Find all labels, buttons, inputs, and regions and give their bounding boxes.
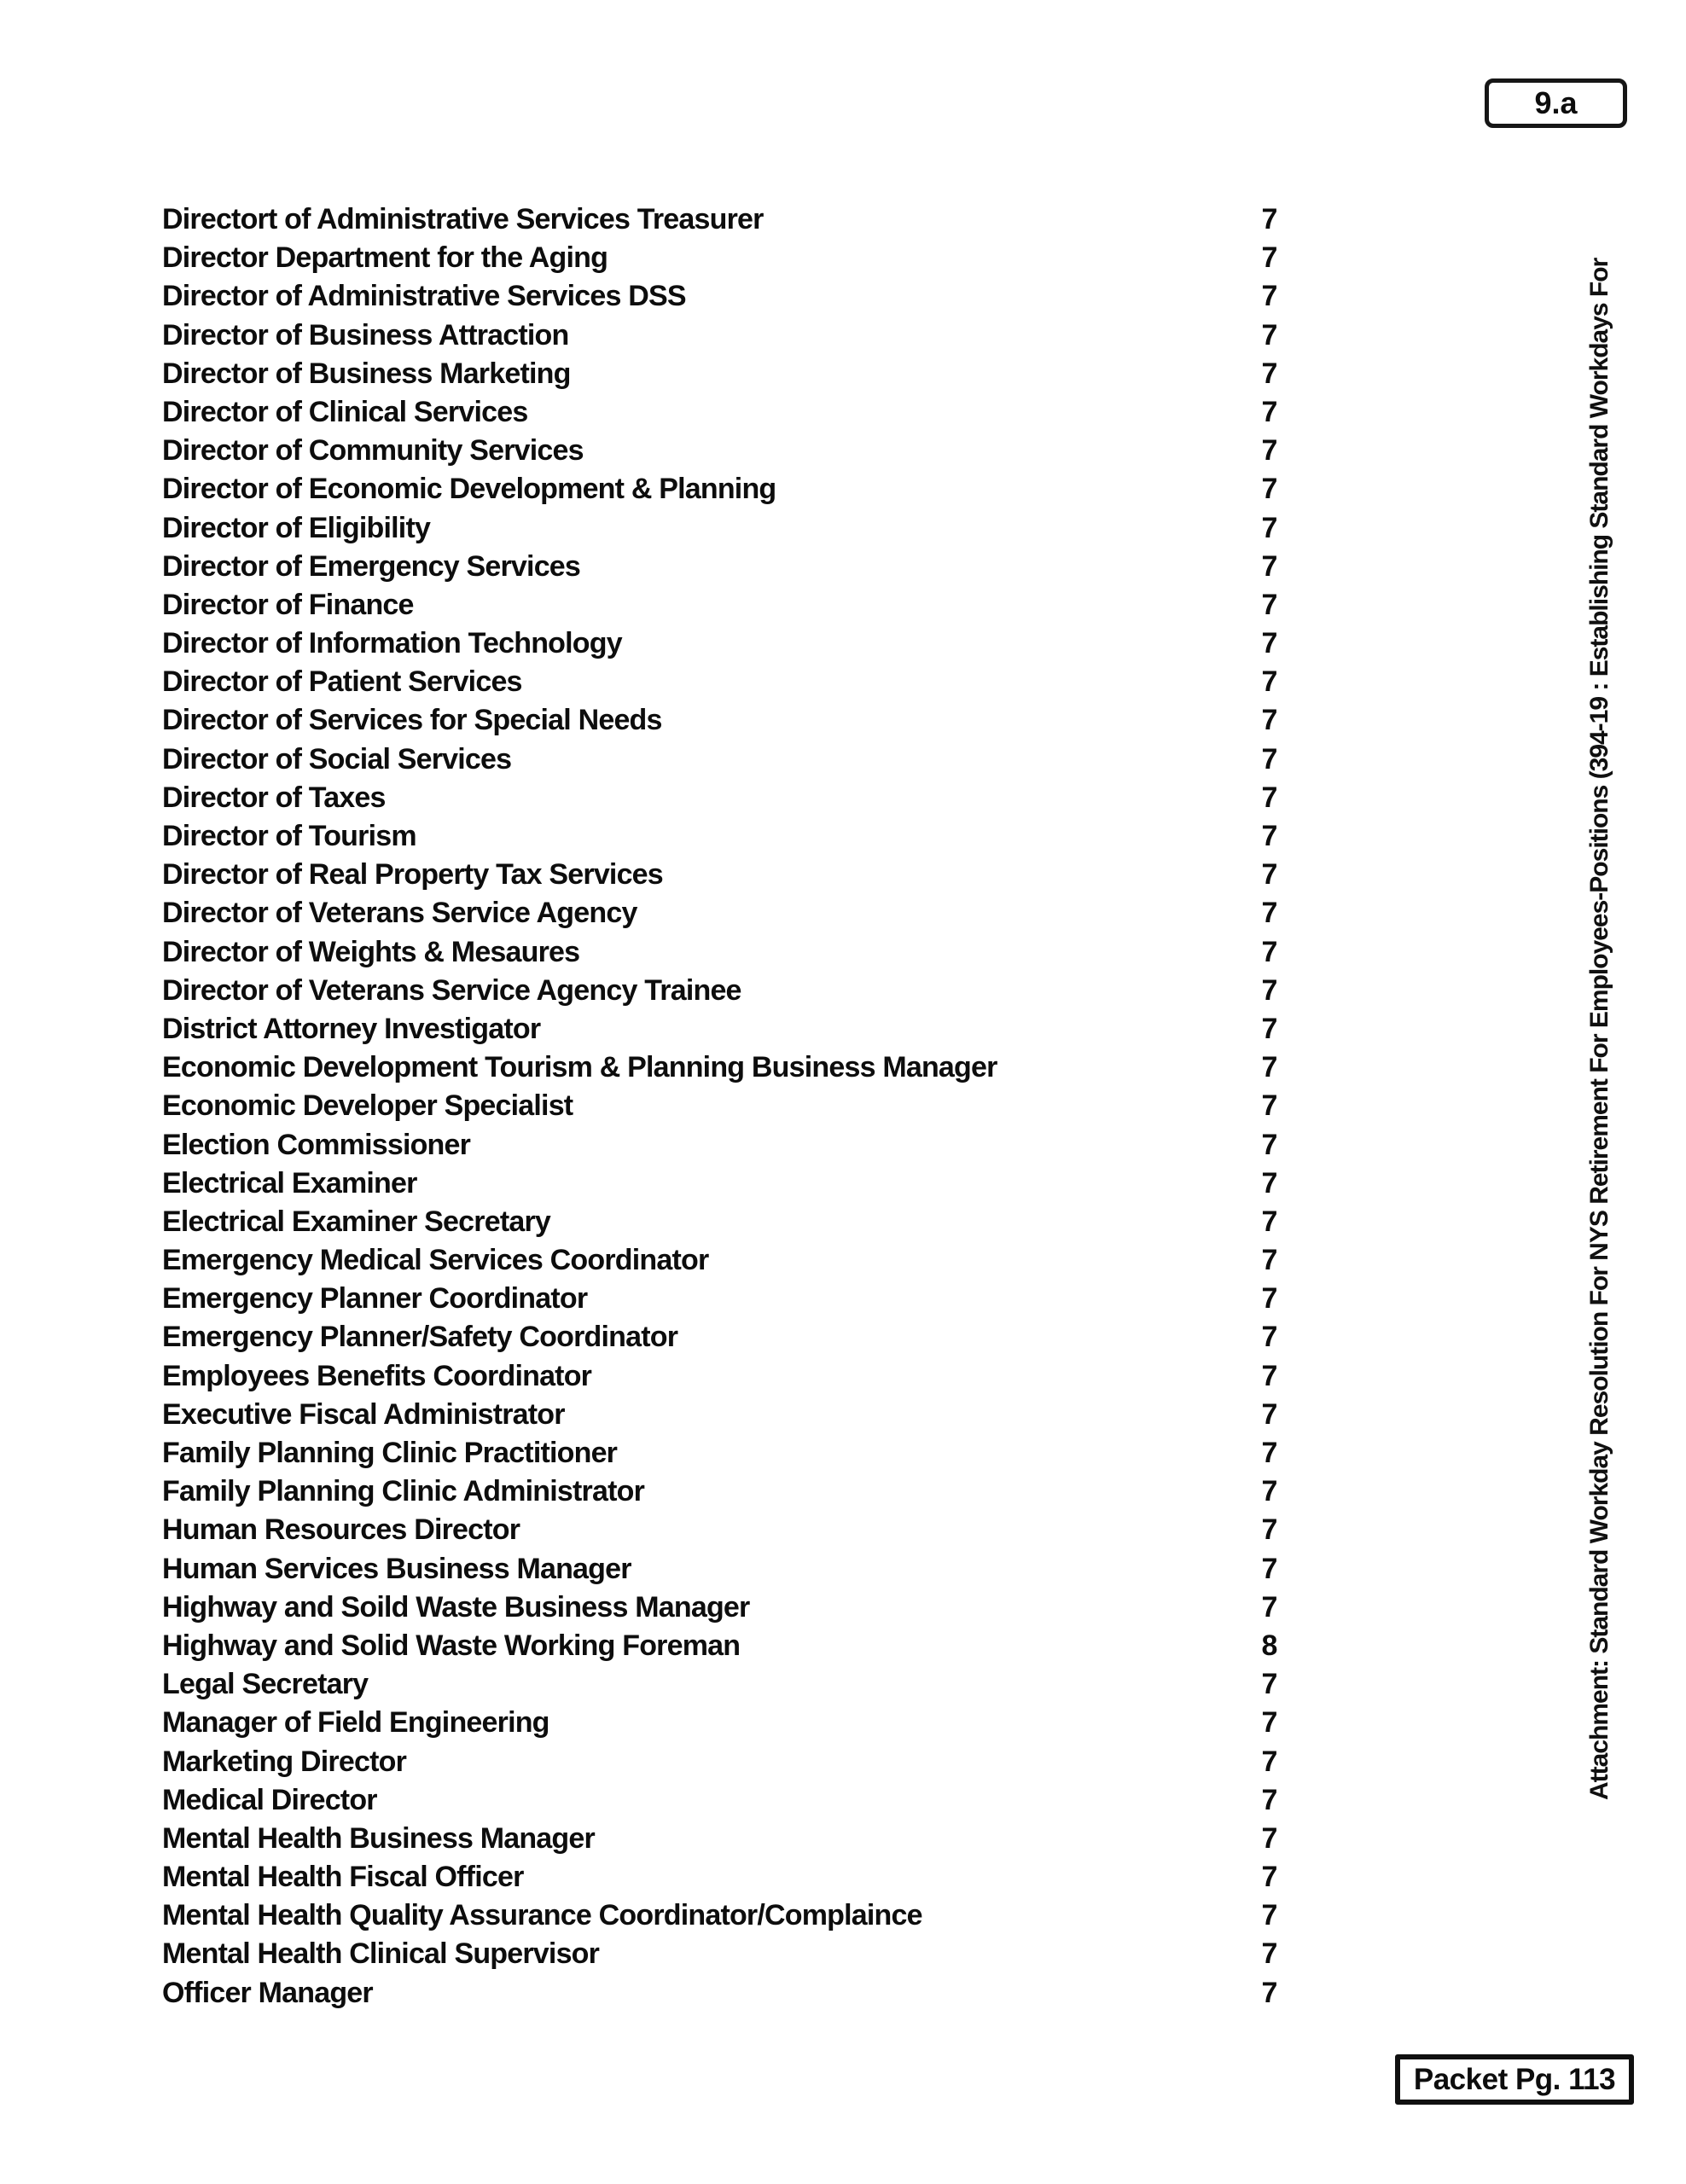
position-row bbox=[0, 624, 1686, 663]
workdays-value: 7 bbox=[1261, 1321, 1278, 1354]
position-row bbox=[0, 663, 1686, 701]
position-row bbox=[0, 856, 1686, 894]
workdays-value: 7 bbox=[1261, 511, 1278, 544]
position-title: Director of Economic Development & Planning bbox=[162, 473, 776, 506]
packet-page-badge bbox=[1395, 2054, 1634, 2105]
position-row bbox=[0, 1665, 1686, 1704]
workdays-value: 7 bbox=[1261, 742, 1278, 775]
position-row bbox=[0, 1318, 1686, 1356]
workdays-value: 7 bbox=[1261, 1976, 1278, 2009]
workdays-value: 7 bbox=[1261, 473, 1278, 506]
position-row bbox=[0, 1896, 1686, 1935]
position-row bbox=[0, 1743, 1686, 1781]
workdays-value: 7 bbox=[1261, 588, 1278, 621]
position-row bbox=[0, 277, 1686, 316]
position-title: Director of Emergency Services bbox=[162, 549, 581, 583]
position-row bbox=[0, 200, 1686, 239]
position-row bbox=[0, 1820, 1686, 1858]
workdays-value: 7 bbox=[1261, 820, 1278, 852]
position-row bbox=[0, 1511, 1686, 1549]
position-row bbox=[0, 393, 1686, 432]
attachment-sidebar-caption: Attachment: Standard Workday Resolution For NYS Retirement For Employees-Positions (394-19 : Establishing Standard Workdays For bbox=[1585, 258, 1613, 1800]
position-title: Highway and Soild Waste Business Manager bbox=[162, 1590, 750, 1623]
workdays-value: 7 bbox=[1261, 1513, 1278, 1547]
position-title: Director of Services for Special Needs bbox=[162, 704, 662, 737]
position-row bbox=[0, 509, 1686, 548]
position-row bbox=[0, 1781, 1686, 1820]
workdays-value: 7 bbox=[1261, 1437, 1278, 1469]
position-title: Marketing Director bbox=[162, 1745, 407, 1778]
workdays-value: 7 bbox=[1261, 203, 1278, 235]
position-row bbox=[0, 1974, 1686, 2013]
agenda-item-label: 9.a bbox=[1534, 85, 1578, 120]
position-title: Economic Developer Specialist bbox=[162, 1089, 573, 1123]
position-title: Electrical Examiner bbox=[162, 1166, 417, 1199]
position-title: Legal Secretary bbox=[162, 1668, 369, 1701]
position-title: District Attorney Investigator bbox=[162, 1012, 541, 1045]
workdays-value: 7 bbox=[1261, 280, 1278, 313]
workdays-value: 7 bbox=[1261, 434, 1278, 468]
position-row bbox=[0, 1434, 1686, 1472]
workdays-value: 7 bbox=[1261, 1937, 1278, 1971]
position-title: Manager of Field Engineering bbox=[162, 1706, 549, 1740]
workdays-value: 7 bbox=[1261, 704, 1278, 737]
position-row bbox=[0, 741, 1686, 779]
position-title: Director of Real Property Tax Services bbox=[162, 858, 663, 892]
workdays-value: 7 bbox=[1261, 627, 1278, 660]
position-title: Medical Director bbox=[162, 1783, 377, 1816]
position-row bbox=[0, 1048, 1686, 1087]
position-row bbox=[0, 1858, 1686, 1896]
workdays-value: 7 bbox=[1261, 1128, 1278, 1161]
position-title: Human Resources Director bbox=[162, 1513, 520, 1547]
position-title: Director of Business Attraction bbox=[162, 318, 569, 351]
position-row bbox=[0, 1550, 1686, 1589]
position-row bbox=[0, 894, 1686, 932]
workdays-value: 7 bbox=[1261, 1051, 1278, 1084]
position-title: Mental Health Business Manager bbox=[162, 1821, 595, 1855]
position-title: Director of Veterans Service Agency bbox=[162, 897, 637, 930]
position-title: Director of Administrative Services DSS bbox=[162, 280, 686, 313]
position-title: Director of Community Services bbox=[162, 434, 584, 468]
position-row bbox=[0, 779, 1686, 817]
position-row bbox=[0, 1241, 1686, 1280]
position-row bbox=[0, 317, 1686, 355]
workdays-value: 7 bbox=[1261, 1899, 1278, 1932]
workdays-value: 7 bbox=[1261, 1475, 1278, 1508]
position-title: Human Services Business Manager bbox=[162, 1552, 631, 1585]
position-title: Director of Clinical Services bbox=[162, 395, 528, 428]
position-title: Electrical Examiner Secretary bbox=[162, 1205, 550, 1238]
position-row bbox=[0, 1704, 1686, 1742]
position-row bbox=[0, 1627, 1686, 1665]
position-title: Mental Health Quality Assurance Coordinator/Complaince bbox=[162, 1899, 922, 1932]
position-title: Director of Weights & Mesaures bbox=[162, 935, 580, 968]
position-title: Emergency Medical Services Coordinator bbox=[162, 1244, 709, 1277]
position-row bbox=[0, 701, 1686, 740]
position-title: Director of Information Technology bbox=[162, 627, 622, 660]
workdays-value: 7 bbox=[1261, 1166, 1278, 1199]
position-title: Family Planning Clinic Practitioner bbox=[162, 1437, 618, 1469]
position-title: Economic Development Tourism & Planning Business Manager bbox=[162, 1051, 997, 1084]
position-title: Emergency Planner Coordinator bbox=[162, 1282, 588, 1316]
position-title: Family Planning Clinic Administrator bbox=[162, 1475, 645, 1508]
position-row bbox=[0, 1396, 1686, 1434]
position-row bbox=[0, 1165, 1686, 1203]
position-title: Director of Veterans Service Agency Trainee bbox=[162, 973, 741, 1007]
workdays-value: 7 bbox=[1261, 1668, 1278, 1701]
workdays-value: 7 bbox=[1261, 1397, 1278, 1431]
workdays-value: 7 bbox=[1261, 897, 1278, 930]
position-title: Director of Social Services bbox=[162, 742, 512, 775]
position-row bbox=[0, 1472, 1686, 1511]
position-title: Director of Business Marketing bbox=[162, 357, 571, 390]
workdays-value: 7 bbox=[1261, 1552, 1278, 1585]
workdays-value: 7 bbox=[1261, 1282, 1278, 1316]
packet-page-label: Packet Pg. 113 bbox=[1413, 2062, 1616, 2096]
position-row bbox=[0, 1010, 1686, 1048]
workdays-value: 7 bbox=[1261, 318, 1278, 351]
position-row bbox=[0, 1203, 1686, 1241]
position-title: Highway and Solid Waste Working Foreman bbox=[162, 1629, 741, 1662]
position-row bbox=[0, 817, 1686, 856]
workdays-value: 7 bbox=[1261, 973, 1278, 1007]
workdays-value: 7 bbox=[1261, 1205, 1278, 1238]
workdays-value: 7 bbox=[1261, 357, 1278, 390]
workdays-value: 7 bbox=[1261, 858, 1278, 892]
position-title: Officer Manager bbox=[162, 1976, 373, 2009]
workdays-value: 7 bbox=[1261, 241, 1278, 275]
position-title: Mental Health Fiscal Officer bbox=[162, 1861, 524, 1894]
workdays-value: 7 bbox=[1261, 1706, 1278, 1740]
position-title: Director of Finance bbox=[162, 588, 414, 621]
positions-list bbox=[0, 200, 1686, 2013]
position-title: Directort of Administrative Services Treasurer bbox=[162, 203, 764, 235]
position-title: Director of Eligibility bbox=[162, 511, 431, 544]
position-row bbox=[0, 1357, 1686, 1396]
position-row bbox=[0, 1935, 1686, 1973]
position-row bbox=[0, 972, 1686, 1010]
workdays-value: 8 bbox=[1261, 1629, 1278, 1662]
position-row bbox=[0, 1589, 1686, 1627]
position-title: Emergency Planner/Safety Coordinator bbox=[162, 1321, 678, 1354]
workdays-value: 7 bbox=[1261, 1359, 1278, 1392]
position-title: Election Commissioner bbox=[162, 1128, 471, 1161]
workdays-value: 7 bbox=[1261, 1783, 1278, 1816]
position-row bbox=[0, 1087, 1686, 1125]
position-title: Director of Tourism bbox=[162, 820, 416, 852]
workdays-value: 7 bbox=[1261, 395, 1278, 428]
position-title: Director of Taxes bbox=[162, 781, 386, 814]
workdays-value: 7 bbox=[1261, 781, 1278, 814]
workdays-value: 7 bbox=[1261, 1089, 1278, 1123]
position-row bbox=[0, 1280, 1686, 1318]
position-row bbox=[0, 586, 1686, 624]
workdays-value: 7 bbox=[1261, 665, 1278, 699]
workdays-value: 7 bbox=[1261, 1821, 1278, 1855]
position-row bbox=[0, 933, 1686, 972]
workdays-value: 7 bbox=[1261, 935, 1278, 968]
workdays-value: 7 bbox=[1261, 1861, 1278, 1894]
position-row bbox=[0, 355, 1686, 393]
workdays-value: 7 bbox=[1261, 1590, 1278, 1623]
workdays-value: 7 bbox=[1261, 1244, 1278, 1277]
agenda-item-badge bbox=[1485, 78, 1627, 128]
position-title: Executive Fiscal Administrator bbox=[162, 1397, 565, 1431]
workdays-value: 7 bbox=[1261, 1745, 1278, 1778]
position-title: Director Department for the Aging bbox=[162, 241, 608, 275]
position-row bbox=[0, 548, 1686, 586]
workdays-value: 7 bbox=[1261, 549, 1278, 583]
position-title: Employees Benefits Coordinator bbox=[162, 1359, 592, 1392]
workdays-value: 7 bbox=[1261, 1012, 1278, 1045]
position-row bbox=[0, 1126, 1686, 1165]
position-row bbox=[0, 470, 1686, 508]
position-title: Director of Patient Services bbox=[162, 665, 522, 699]
position-row bbox=[0, 432, 1686, 470]
position-row bbox=[0, 239, 1686, 277]
position-title: Mental Health Clinical Supervisor bbox=[162, 1937, 600, 1971]
